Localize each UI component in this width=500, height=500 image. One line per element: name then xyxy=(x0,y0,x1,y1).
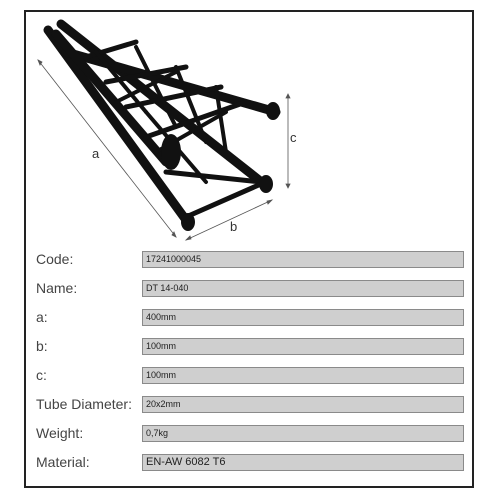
spec-label: Weight: xyxy=(36,425,84,441)
spec-row-c xyxy=(36,365,466,385)
spec-sheet-frame xyxy=(24,10,474,488)
spec-row-a xyxy=(36,307,466,327)
spec-label: Material: xyxy=(36,454,90,470)
dimension-c-label: c xyxy=(290,130,297,145)
spec-row-weight xyxy=(36,423,466,443)
spec-value-field: DT 14-040 xyxy=(142,280,464,297)
dimension-a-label: a xyxy=(92,146,100,161)
spec-value-field: 100mm xyxy=(142,338,464,355)
spec-value-field: 0,7kg xyxy=(142,425,464,442)
spec-value-field: 400mm xyxy=(142,309,464,326)
spec-label: a: xyxy=(36,309,48,325)
spec-label: c: xyxy=(36,367,47,383)
truss-illustration xyxy=(26,12,326,257)
spec-row-material xyxy=(36,452,466,472)
spec-value-field: 17241000045 xyxy=(142,251,464,268)
truss-segment-image xyxy=(48,24,276,220)
spec-label: Name: xyxy=(36,280,78,296)
spec-row-b xyxy=(36,336,466,356)
spec-row-code xyxy=(36,249,466,269)
spec-value-field: EN-AW 6082 T6 xyxy=(142,454,464,471)
spec-row-name xyxy=(36,278,466,298)
spec-label: Tube Diameter: xyxy=(36,396,132,412)
spec-value-field: 20x2mm xyxy=(142,396,464,413)
dimension-b-label: b xyxy=(230,219,238,234)
spec-row-tube-diameter xyxy=(36,394,466,414)
spec-label: Code: xyxy=(36,251,74,267)
spec-label: b: xyxy=(36,338,48,354)
spec-value-field: 100mm xyxy=(142,367,464,384)
